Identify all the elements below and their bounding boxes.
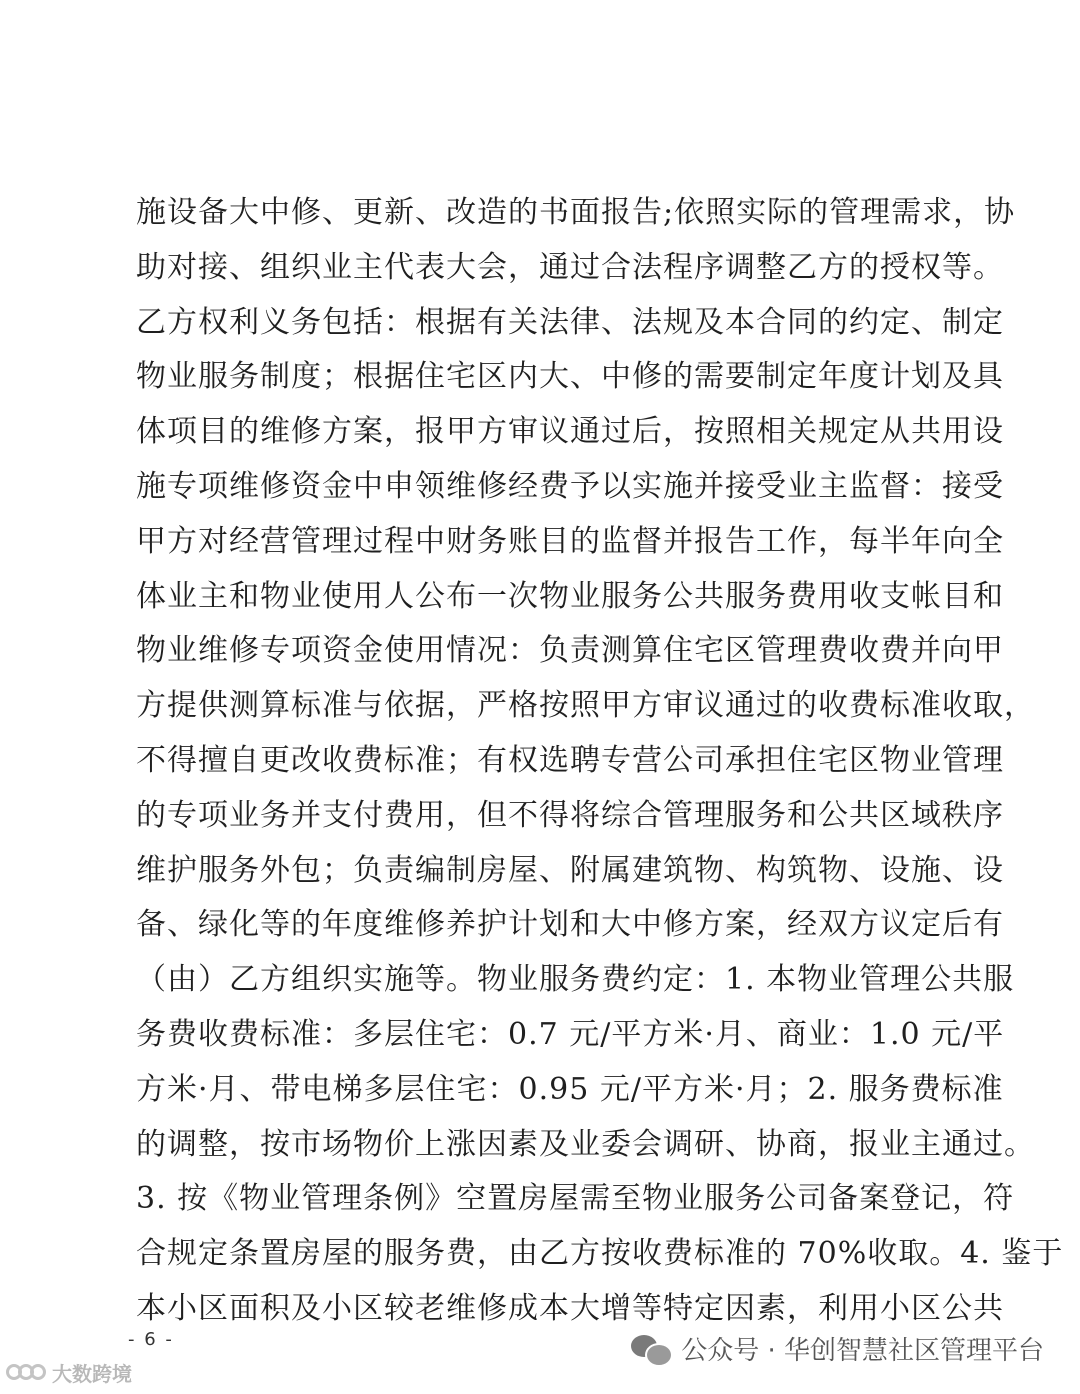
wechat-watermark xyxy=(631,1330,1044,1367)
text-line: 3. 按《物业管理条例》空置房屋需至物业服务公司备案登记，符 xyxy=(136,1181,1015,1217)
text-line: 甲方对经营管理过程中财务账目的监督并报告工作，每半年向全 xyxy=(136,523,1004,559)
circles-logo-icon xyxy=(6,1361,46,1385)
text-line: 备、绿化等的年度维修养护计划和大中修方案，经双方议定后有 xyxy=(136,907,1004,943)
text-line: （由）乙方组织实施等。物业服务费约定：1. 本物业管理公共服 xyxy=(136,962,1015,998)
wechat-watermark-text: 公众号 · 华创智慧社区管理平台 xyxy=(681,1336,1044,1366)
text-line: 体业主和物业使用人公布一次物业服务公共服务费用收支帐目和 xyxy=(136,578,1004,614)
text-line: 的专项业务并支付费用，但不得将综合管理服务和公共区域秩序 xyxy=(136,797,1004,833)
wechat-icon xyxy=(631,1333,671,1365)
text-line: 的调整，按市场物价上涨因素及业委会调研、协商，报业主通过。 xyxy=(136,1126,1035,1162)
text-line: 体项目的维修方案，报甲方审议通过后，按照相关规定从共用设 xyxy=(136,414,1004,450)
text-line: 助对接、组织业主代表大会，通过合法程序调整乙方的授权等。 xyxy=(136,249,1004,285)
text-line: 维护服务外包；负责编制房屋、附属建筑物、构筑物、设施、设 xyxy=(136,852,1004,888)
text-line: 乙方权利义务包括：根据有关法律、法规及本合同的约定、制定 xyxy=(136,304,1004,340)
text-line: 物业服务制度；根据住宅区内大、中修的需要制定年度计划及具 xyxy=(136,359,1004,395)
text-line: 本小区面积及小区较老维修成本大增等特定因素，利用小区公共 xyxy=(136,1290,1004,1326)
text-line: 方提供测算标准与依据，严格按照甲方审议通过的收费标准收取， xyxy=(136,688,1035,724)
document-body xyxy=(136,186,1064,1337)
corner-watermark xyxy=(6,1358,132,1387)
text-line: 合规定条置房屋的服务费，由乙方按收费标准的 70%收取。4. 鉴于 xyxy=(136,1236,1064,1272)
corner-watermark-text: 大数跨境 xyxy=(52,1362,132,1386)
text-line: 不得擅自更改收费标准；有权选聘专营公司承担住宅区物业管理 xyxy=(136,742,1004,778)
page-number: - 6 - xyxy=(128,1329,174,1350)
text-line: 物业维修专项资金使用情况：负责测算住宅区管理费收费并向甲 xyxy=(136,633,1004,669)
text-line: 方米·月、带电梯多层住宅：0.95 元/平方米·月；2. 服务费标准 xyxy=(136,1071,1004,1107)
text-line: 务费收费标准：多层住宅：0.7 元/平方米·月、商业：1.0 元/平 xyxy=(136,1016,1005,1052)
text-line: 施专项维修资金中申领维修经费予以实施并接受业主监督：接受 xyxy=(136,468,1004,504)
text-line: 施设备大中修、更新、改造的书面报告;依照实际的管理需求，协 xyxy=(136,195,1016,230)
